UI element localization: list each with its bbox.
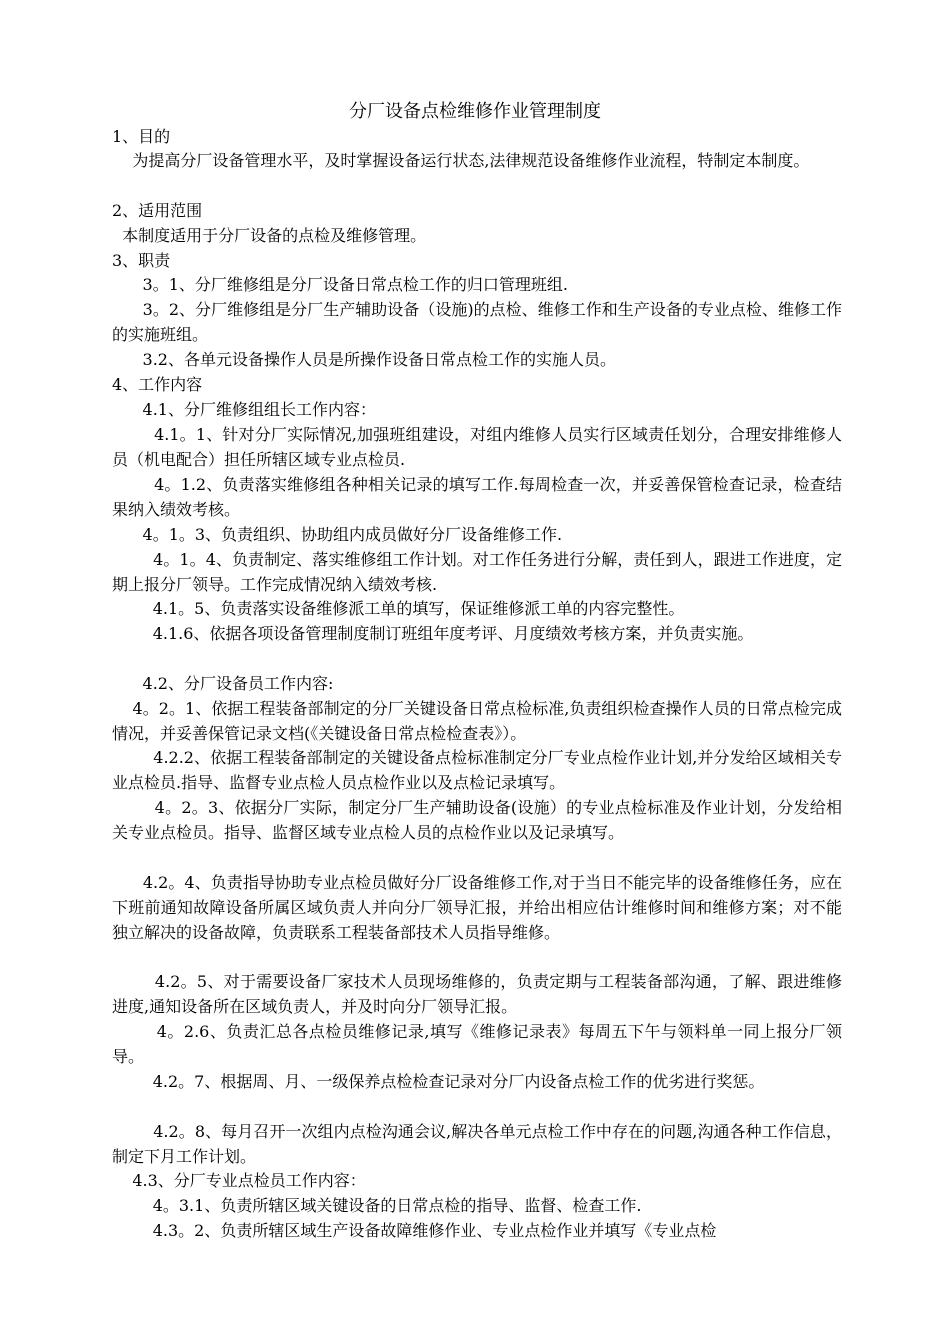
section-heading: 2、适用范围: [112, 201, 203, 220]
paragraph: 4.3。2、负责所辖区域生产设备故障维修作业、专业点检作业并填写《专业点检: [112, 1221, 717, 1240]
paragraph: 4.1.6、依据各项设备管理制度制订班组年度考评、月度绩效考核方案，并负责实施。: [112, 624, 754, 643]
subsection-heading: 4.3、分厂专业点检员工作内容：: [112, 1171, 366, 1190]
paragraph: 4.2。4、负责指导协助专业点检员做好分厂设备维修工作,对于当日不能完毕的设备维修任务，应在下班前通知故障设备所属区域负责人并向分厂领导汇报，并给出相应估计维修时间和维修方案；对不能独立解决的设备故障，负责联系工程装备部技术人员指导维修。: [112, 873, 842, 942]
paragraph: 4.2。8、每月召开一次组内点检沟通会议,解决各单元点检工作中存在的问题,沟通各种工作信息，制定下月工作计划。: [112, 1122, 842, 1166]
paragraph: 4.2。5、对于需要设备厂家技术人员现场维修的，负责定期与工程装备部沟通，了解、跟进维修进度,通知设备所在区域负责人，并及时向分厂领导汇报。: [112, 972, 842, 1016]
subsection-heading: 4.2、分厂设备员工作内容:: [112, 674, 334, 693]
paragraph: 4.1。5、负责落实设备维修派工单的填写，保证维修派工单的内容完整性。: [112, 599, 685, 618]
paragraph: 3.2、各单元设备操作人员是所操作设备日常点检工作的实施人员。: [112, 350, 616, 369]
paragraph: 为提高分厂设备管理水平，及时掌握设备运行状态,法律规范设备维修作业流程，特制定本制度。: [112, 151, 810, 170]
paragraph: 4。1。3、负责组织、协助组内成员做好分厂设备维修工作.: [112, 525, 563, 544]
paragraph: 4。1.2、负责落实维修组各种相关记录的填写工作.每周检查一次，并妥善保管检查记录，检查结果纳入绩效考核。: [112, 475, 842, 519]
paragraph: 4。2。3、依据分厂实际，制定分厂生产辅助设备(设施）的专业点检标准及作业计划，分发给相关专业点检员。指导、监督区域专业点检人员的点检作业以及记录填写。: [112, 798, 842, 842]
section-heading: 3、职责: [112, 251, 171, 270]
section-heading: 4、工作内容: [112, 375, 203, 394]
paragraph: 4。2。1、依据工程装备部制定的分厂关键设备日常点检标准,负责组织检查操作人员的日常点检完成情况，并妥善保管记录文档(《关键设备日常点检检查表》）。: [112, 699, 842, 743]
subsection-heading: 4.1、分厂维修组组长工作内容：: [112, 400, 376, 419]
paragraph: 4。2.6、负责汇总各点检员维修记录,填写《维修记录表》每周五下午与领料单一同上报分厂领导。: [112, 1022, 842, 1066]
paragraph: 3。1、分厂维修组是分厂设备日常点检工作的归口管理班组.: [112, 275, 568, 294]
paragraph: 4.2.2、依据工程装备部制定的关键设备点检标准制定分厂专业点检作业计划,并分发给区域相关专业点检员.指导、监督专业点检人员点检作业以及点检记录填写。: [112, 748, 842, 792]
paragraph: 3。2、分厂维修组是分厂生产辅助设备（设施)的点检、维修工作和生产设备的专业点检、维修工作的实施班组。: [112, 300, 842, 344]
section-heading: 1、目的: [112, 127, 171, 146]
paragraph: 4。3.1、负责所辖区域关键设备的日常点检的指导、监督、检查工作.: [112, 1196, 642, 1215]
paragraph: 4.1。1、针对分厂实际情况,加强班组建设，对组内维修人员实行区域责任划分，合理安排维修人员（机电配合）担任所辖区域专业点检员.: [112, 425, 842, 469]
paragraph: 本制度适用于分厂设备的点检及维修管理。: [112, 226, 427, 245]
paragraph: 4。1。4、负责制定、落实维修组工作计划。对工作任务进行分解，责任到人，跟进工作进度，定期上报分厂领导。工作完成情况纳入绩效考核.: [112, 550, 842, 594]
document-title: 分厂设备点检维修作业管理制度: [349, 101, 601, 122]
paragraph: 4.2。7、根据周、月、一级保养点检检查记录对分厂内设备点检工作的优劣进行奖惩。: [112, 1072, 765, 1091]
